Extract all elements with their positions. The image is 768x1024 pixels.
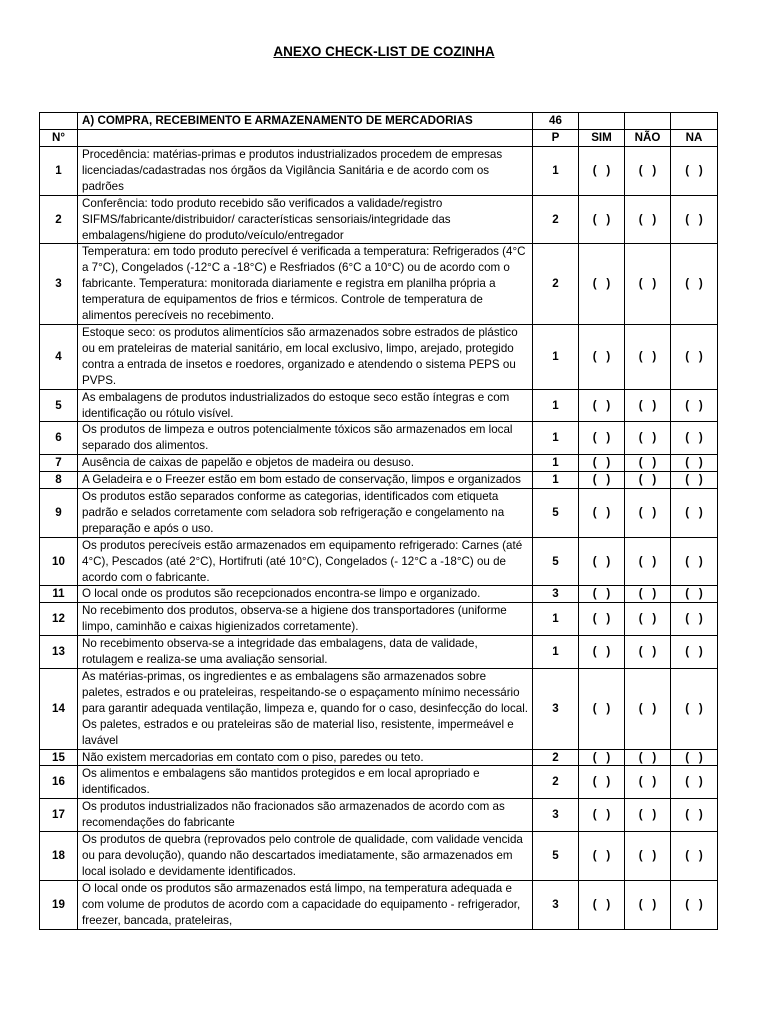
option-nao-checkbox[interactable]: ( ) [625, 636, 671, 669]
checklist-table [39, 112, 718, 930]
option-na-checkbox[interactable]: ( ) [671, 586, 718, 603]
column-header-nao: NÃO [625, 130, 671, 147]
checklist-row [40, 389, 718, 422]
checklist-row [40, 244, 718, 325]
item-number: 5 [40, 389, 78, 422]
option-sim-checkbox[interactable]: ( ) [579, 766, 625, 799]
option-nao-checkbox[interactable]: ( ) [625, 472, 671, 489]
item-points: 2 [533, 195, 579, 244]
item-points: 1 [533, 636, 579, 669]
item-description: Os produtos industrializados não fracionados são armazenados de acordo com as recomendações do fabricante [78, 799, 533, 832]
item-description: Conferência: todo produto recebido são verificados a validade/registro SIFMS/fabricante/distribuidor/ características sensoriais/integridade das embalagens/higiene do produto/veículo/entregador [78, 195, 533, 244]
option-na-checkbox[interactable]: ( ) [671, 603, 718, 636]
item-points: 1 [533, 389, 579, 422]
item-points: 1 [533, 422, 579, 455]
option-nao-checkbox[interactable]: ( ) [625, 766, 671, 799]
item-description: Temperatura: em todo produto perecível é verificada a temperatura: Refrigerados (4°C a 7°C), Congelados (-12°C a -18°C) e Resfriados (6°C a 10°C) ou de acordo com o fabricante. Temperatura: monitorada diariamente e registra em planilha própria a temperatura de equipamentos de frios e térmicos. Controle de temperatura de alimentos perecíveis no recebimento. [78, 244, 533, 325]
item-description: As matérias-primas, os ingredientes e as embalagens são armazenados sobre paletes, estrados e ou prateleiras, respeitando-se o espaçamento mínimo necessário para garantir adequada ventilação, limpeza e, quando for o caso, desinfecção do local. Os paletes, estrados e ou prateleiras são de material liso, resistente, impermeável e lavável [78, 669, 533, 750]
item-points: 1 [533, 455, 579, 472]
option-sim-checkbox[interactable]: ( ) [579, 603, 625, 636]
item-number: 13 [40, 636, 78, 669]
option-sim-checkbox[interactable]: ( ) [579, 537, 625, 586]
checklist-row [40, 880, 718, 929]
option-sim-checkbox[interactable]: ( ) [579, 832, 625, 881]
option-na-checkbox[interactable]: ( ) [671, 636, 718, 669]
item-number: 17 [40, 799, 78, 832]
item-description: Os produtos perecíveis estão armazenados em equipamento refrigerado: Carnes (até 4°C), Pescados (até 2°C), Hortifruti (até 10°C), Congelados (- 12°C a -18°C) ou de acordo com o fabricante. [78, 537, 533, 586]
column-header-num: N° [40, 130, 78, 147]
option-nao-checkbox[interactable]: ( ) [625, 489, 671, 538]
item-number: 18 [40, 832, 78, 881]
item-number: 16 [40, 766, 78, 799]
item-description: Os produtos de quebra (reprovados pelo controle de qualidade, com validade vencida ou para devolução), quando não descartados imediatamente, são armazenados em local isolado e devidamente identificados. [78, 832, 533, 881]
checklist-row [40, 603, 718, 636]
item-points: 1 [533, 472, 579, 489]
item-description: A Geladeira e o Freezer estão em bom estado de conservação, limpos e organizados [78, 472, 533, 489]
option-na-checkbox[interactable]: ( ) [671, 389, 718, 422]
item-points: 3 [533, 799, 579, 832]
option-nao-checkbox[interactable]: ( ) [625, 537, 671, 586]
option-sim-checkbox[interactable]: ( ) [579, 244, 625, 325]
section-header-blank [40, 113, 78, 130]
column-header-sim: SIM [579, 130, 625, 147]
item-number: 8 [40, 472, 78, 489]
item-number: 3 [40, 244, 78, 325]
option-sim-checkbox[interactable]: ( ) [579, 389, 625, 422]
checklist-row [40, 636, 718, 669]
item-number: 1 [40, 147, 78, 196]
option-na-checkbox[interactable]: ( ) [671, 244, 718, 325]
option-na-checkbox[interactable]: ( ) [671, 832, 718, 881]
item-description: No recebimento observa-se a integridade das embalagens, data de validade, rotulagem e realiza-se uma avaliação sensorial. [78, 636, 533, 669]
item-description: Os alimentos e embalagens são mantidos protegidos e em local apropriado e identificados. [78, 766, 533, 799]
document-title: ANEXO CHECK-LIST DE COZINHA [273, 44, 495, 59]
item-points: 1 [533, 603, 579, 636]
checklist-row [40, 472, 718, 489]
item-points: 2 [533, 244, 579, 325]
option-na-checkbox[interactable]: ( ) [671, 147, 718, 196]
option-nao-checkbox[interactable]: ( ) [625, 799, 671, 832]
option-nao-checkbox[interactable]: ( ) [625, 669, 671, 750]
option-na-checkbox[interactable]: ( ) [671, 195, 718, 244]
item-number: 7 [40, 455, 78, 472]
item-description: Ausência de caixas de papelão e objetos de madeira ou desuso. [78, 455, 533, 472]
item-number: 11 [40, 586, 78, 603]
option-nao-checkbox[interactable]: ( ) [625, 147, 671, 196]
checklist-row [40, 766, 718, 799]
item-points: 2 [533, 749, 579, 766]
checklist-row [40, 324, 718, 389]
item-number: 14 [40, 669, 78, 750]
option-na-checkbox[interactable]: ( ) [671, 455, 718, 472]
item-points: 5 [533, 489, 579, 538]
item-points: 3 [533, 880, 579, 929]
option-sim-checkbox[interactable]: ( ) [579, 455, 625, 472]
option-na-checkbox[interactable]: ( ) [671, 537, 718, 586]
item-description: Os produtos estão separados conforme as categorias, identificados com etiqueta padrão e selados corretamente com seladora sob refrigeração e congelamento na preparação e após o uso. [78, 489, 533, 538]
option-na-checkbox[interactable]: ( ) [671, 880, 718, 929]
item-points: 1 [533, 147, 579, 196]
item-points: 2 [533, 766, 579, 799]
checklist-row [40, 455, 718, 472]
item-description: O local onde os produtos são armazenados está limpo, na temperatura adequada e com volume de produtos de acordo com a capacidade do equipamento - refrigerador, freezer, bancada, prateleiras, [78, 880, 533, 929]
item-description: Os produtos de limpeza e outros potencialmente tóxicos são armazenados em local separado dos alimentos. [78, 422, 533, 455]
option-na-checkbox[interactable]: ( ) [671, 749, 718, 766]
option-na-checkbox[interactable]: ( ) [671, 489, 718, 538]
item-number: 10 [40, 537, 78, 586]
option-na-checkbox[interactable]: ( ) [671, 324, 718, 389]
option-na-checkbox[interactable]: ( ) [671, 799, 718, 832]
item-number: 9 [40, 489, 78, 538]
item-number: 12 [40, 603, 78, 636]
checklist-row [40, 147, 718, 196]
option-sim-checkbox[interactable]: ( ) [579, 195, 625, 244]
item-points: 5 [533, 537, 579, 586]
checklist-row [40, 669, 718, 750]
option-sim-checkbox[interactable]: ( ) [579, 880, 625, 929]
item-description: No recebimento dos produtos, observa-se a higiene dos transportadores (uniforme limpo, caminhão e caixas higienizados corretamente). [78, 603, 533, 636]
option-na-checkbox[interactable]: ( ) [671, 766, 718, 799]
option-nao-checkbox[interactable]: ( ) [625, 880, 671, 929]
option-sim-checkbox[interactable]: ( ) [579, 636, 625, 669]
column-header-p: P [533, 130, 579, 147]
item-points: 5 [533, 832, 579, 881]
column-header-na: NA [671, 130, 718, 147]
checklist-row [40, 799, 718, 832]
option-nao-checkbox[interactable]: ( ) [625, 749, 671, 766]
option-sim-checkbox[interactable]: ( ) [579, 472, 625, 489]
option-nao-checkbox[interactable]: ( ) [625, 422, 671, 455]
checklist-row [40, 832, 718, 881]
item-description: O local onde os produtos são recepcionados encontra-se limpo e organizado. [78, 586, 533, 603]
item-number: 15 [40, 749, 78, 766]
item-description: Estoque seco: os produtos alimentícios são armazenados sobre estrados de plástico ou em prateleiras de material sanitário, em local exclusivo, limpo, arejado, protegido contra a entrada de insetos e roedores, organizado e atendendo o sistema PEPS ou PVPS. [78, 324, 533, 389]
item-number: 2 [40, 195, 78, 244]
checklist-row [40, 749, 718, 766]
option-sim-checkbox[interactable]: ( ) [579, 324, 625, 389]
item-points: 1 [533, 324, 579, 389]
option-sim-checkbox[interactable]: ( ) [579, 586, 625, 603]
checklist-row [40, 586, 718, 603]
item-description: As embalagens de produtos industrializados do estoque seco estão íntegras e com identificação ou rótulo visível. [78, 389, 533, 422]
option-nao-checkbox[interactable]: ( ) [625, 324, 671, 389]
option-sim-checkbox[interactable]: ( ) [579, 422, 625, 455]
option-sim-checkbox[interactable]: ( ) [579, 749, 625, 766]
section-title: A) COMPRA, RECEBIMENTO E ARMAZENAMENTO DE MERCADORIAS [78, 113, 533, 130]
option-nao-checkbox[interactable]: ( ) [625, 244, 671, 325]
checklist-row [40, 195, 718, 244]
option-na-checkbox[interactable]: ( ) [671, 422, 718, 455]
column-header-row [40, 130, 718, 147]
item-number: 19 [40, 880, 78, 929]
item-points: 3 [533, 586, 579, 603]
option-na-checkbox[interactable]: ( ) [671, 472, 718, 489]
item-number: 4 [40, 324, 78, 389]
option-nao-checkbox[interactable]: ( ) [625, 586, 671, 603]
checklist-row [40, 537, 718, 586]
checklist-row [40, 489, 718, 538]
item-description: Não existem mercadorias em contato com o piso, paredes ou teto. [78, 749, 533, 766]
option-sim-checkbox[interactable]: ( ) [579, 669, 625, 750]
option-sim-checkbox[interactable]: ( ) [579, 489, 625, 538]
option-sim-checkbox[interactable]: ( ) [579, 799, 625, 832]
item-description: Procedência: matérias-primas e produtos industrializados procedem de empresas licenciadas/cadastradas nos órgãos da Vigilância Sanitária e de acordo com os padrões [78, 147, 533, 196]
option-sim-checkbox[interactable]: ( ) [579, 147, 625, 196]
checklist-row [40, 422, 718, 455]
option-na-checkbox[interactable]: ( ) [671, 669, 718, 750]
section-header-row [40, 113, 718, 130]
item-number: 6 [40, 422, 78, 455]
option-nao-checkbox[interactable]: ( ) [625, 832, 671, 881]
option-nao-checkbox[interactable]: ( ) [625, 389, 671, 422]
item-points: 3 [533, 669, 579, 750]
option-nao-checkbox[interactable]: ( ) [625, 603, 671, 636]
section-total: 46 [533, 113, 579, 130]
option-nao-checkbox[interactable]: ( ) [625, 195, 671, 244]
option-nao-checkbox[interactable]: ( ) [625, 455, 671, 472]
